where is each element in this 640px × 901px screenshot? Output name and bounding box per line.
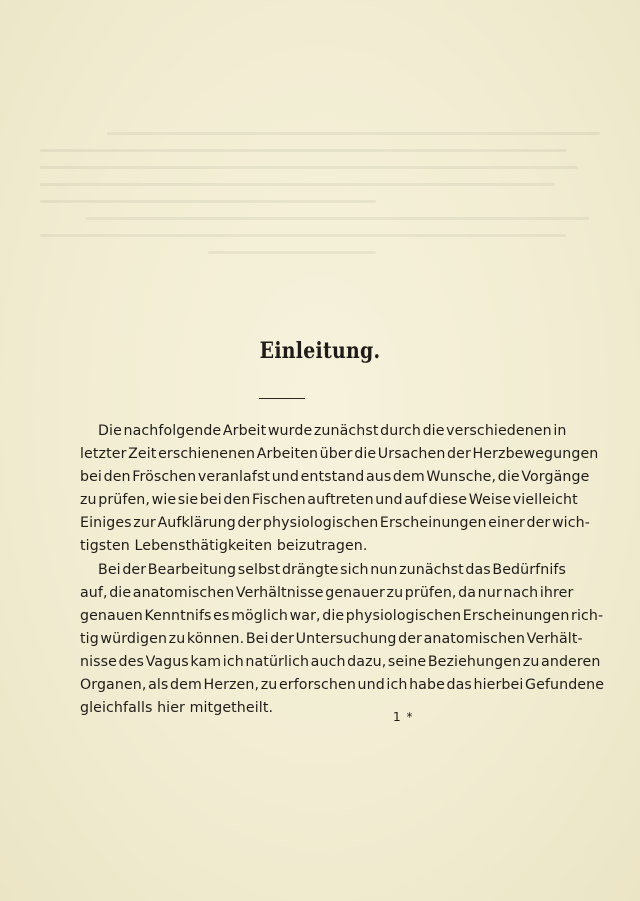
text-line: Einiges zur Aufklärung der physiologischen Erscheinungen einer der wich- bbox=[80, 515, 590, 532]
text-line: auf, die anatomischen Verhältnisse genauer zu prüfen, da nur nach ihrer bbox=[80, 584, 574, 601]
chapter-title: Einleitung. bbox=[259, 338, 381, 364]
body-text bbox=[80, 420, 605, 720]
text-line: Die nachfolgende Arbeit wurde zunächst durch die verschiedenen in bbox=[98, 423, 567, 439]
text-line: zu prüfen, wie sie bei den Fischen auftreten und auf diese Weise vielleicht bbox=[80, 492, 578, 509]
show-through-bleed bbox=[40, 118, 600, 318]
text-line: genauen Kenntnifs es möglich war, die physiologischen Erscheinungen rich- bbox=[80, 607, 604, 624]
signature-mark: 1 * bbox=[393, 710, 414, 724]
title-rule bbox=[259, 398, 305, 399]
text-line: letzter Zeit erschienenen Arbeiten über die Ursachen der Herzbewegungen bbox=[80, 446, 599, 463]
text-line: Organen, als dem Herzen, zu erforschen und ich habe das hierbei Gefundene bbox=[80, 677, 605, 694]
text-line: tigsten Lebensthätigkeiten beizutragen. bbox=[80, 538, 368, 555]
text-line: bei den Fröschen veranlafst und entstand aus dem Wunsche, die Vorgänge bbox=[80, 469, 590, 486]
text-line: Bei der Bearbeitung selbst drängte sich nun zunächst das Bedürfnifs bbox=[98, 561, 566, 578]
text-line: gleichfalls hier mitgetheilt. bbox=[80, 700, 274, 717]
text-line: nisse des Vagus kam ich natürlich auch dazu, seine Beziehungen zu anderen bbox=[80, 653, 601, 670]
text-line: tig würdigen zu können. Bei der Untersuchung der anatomischen Verhält- bbox=[80, 630, 583, 647]
